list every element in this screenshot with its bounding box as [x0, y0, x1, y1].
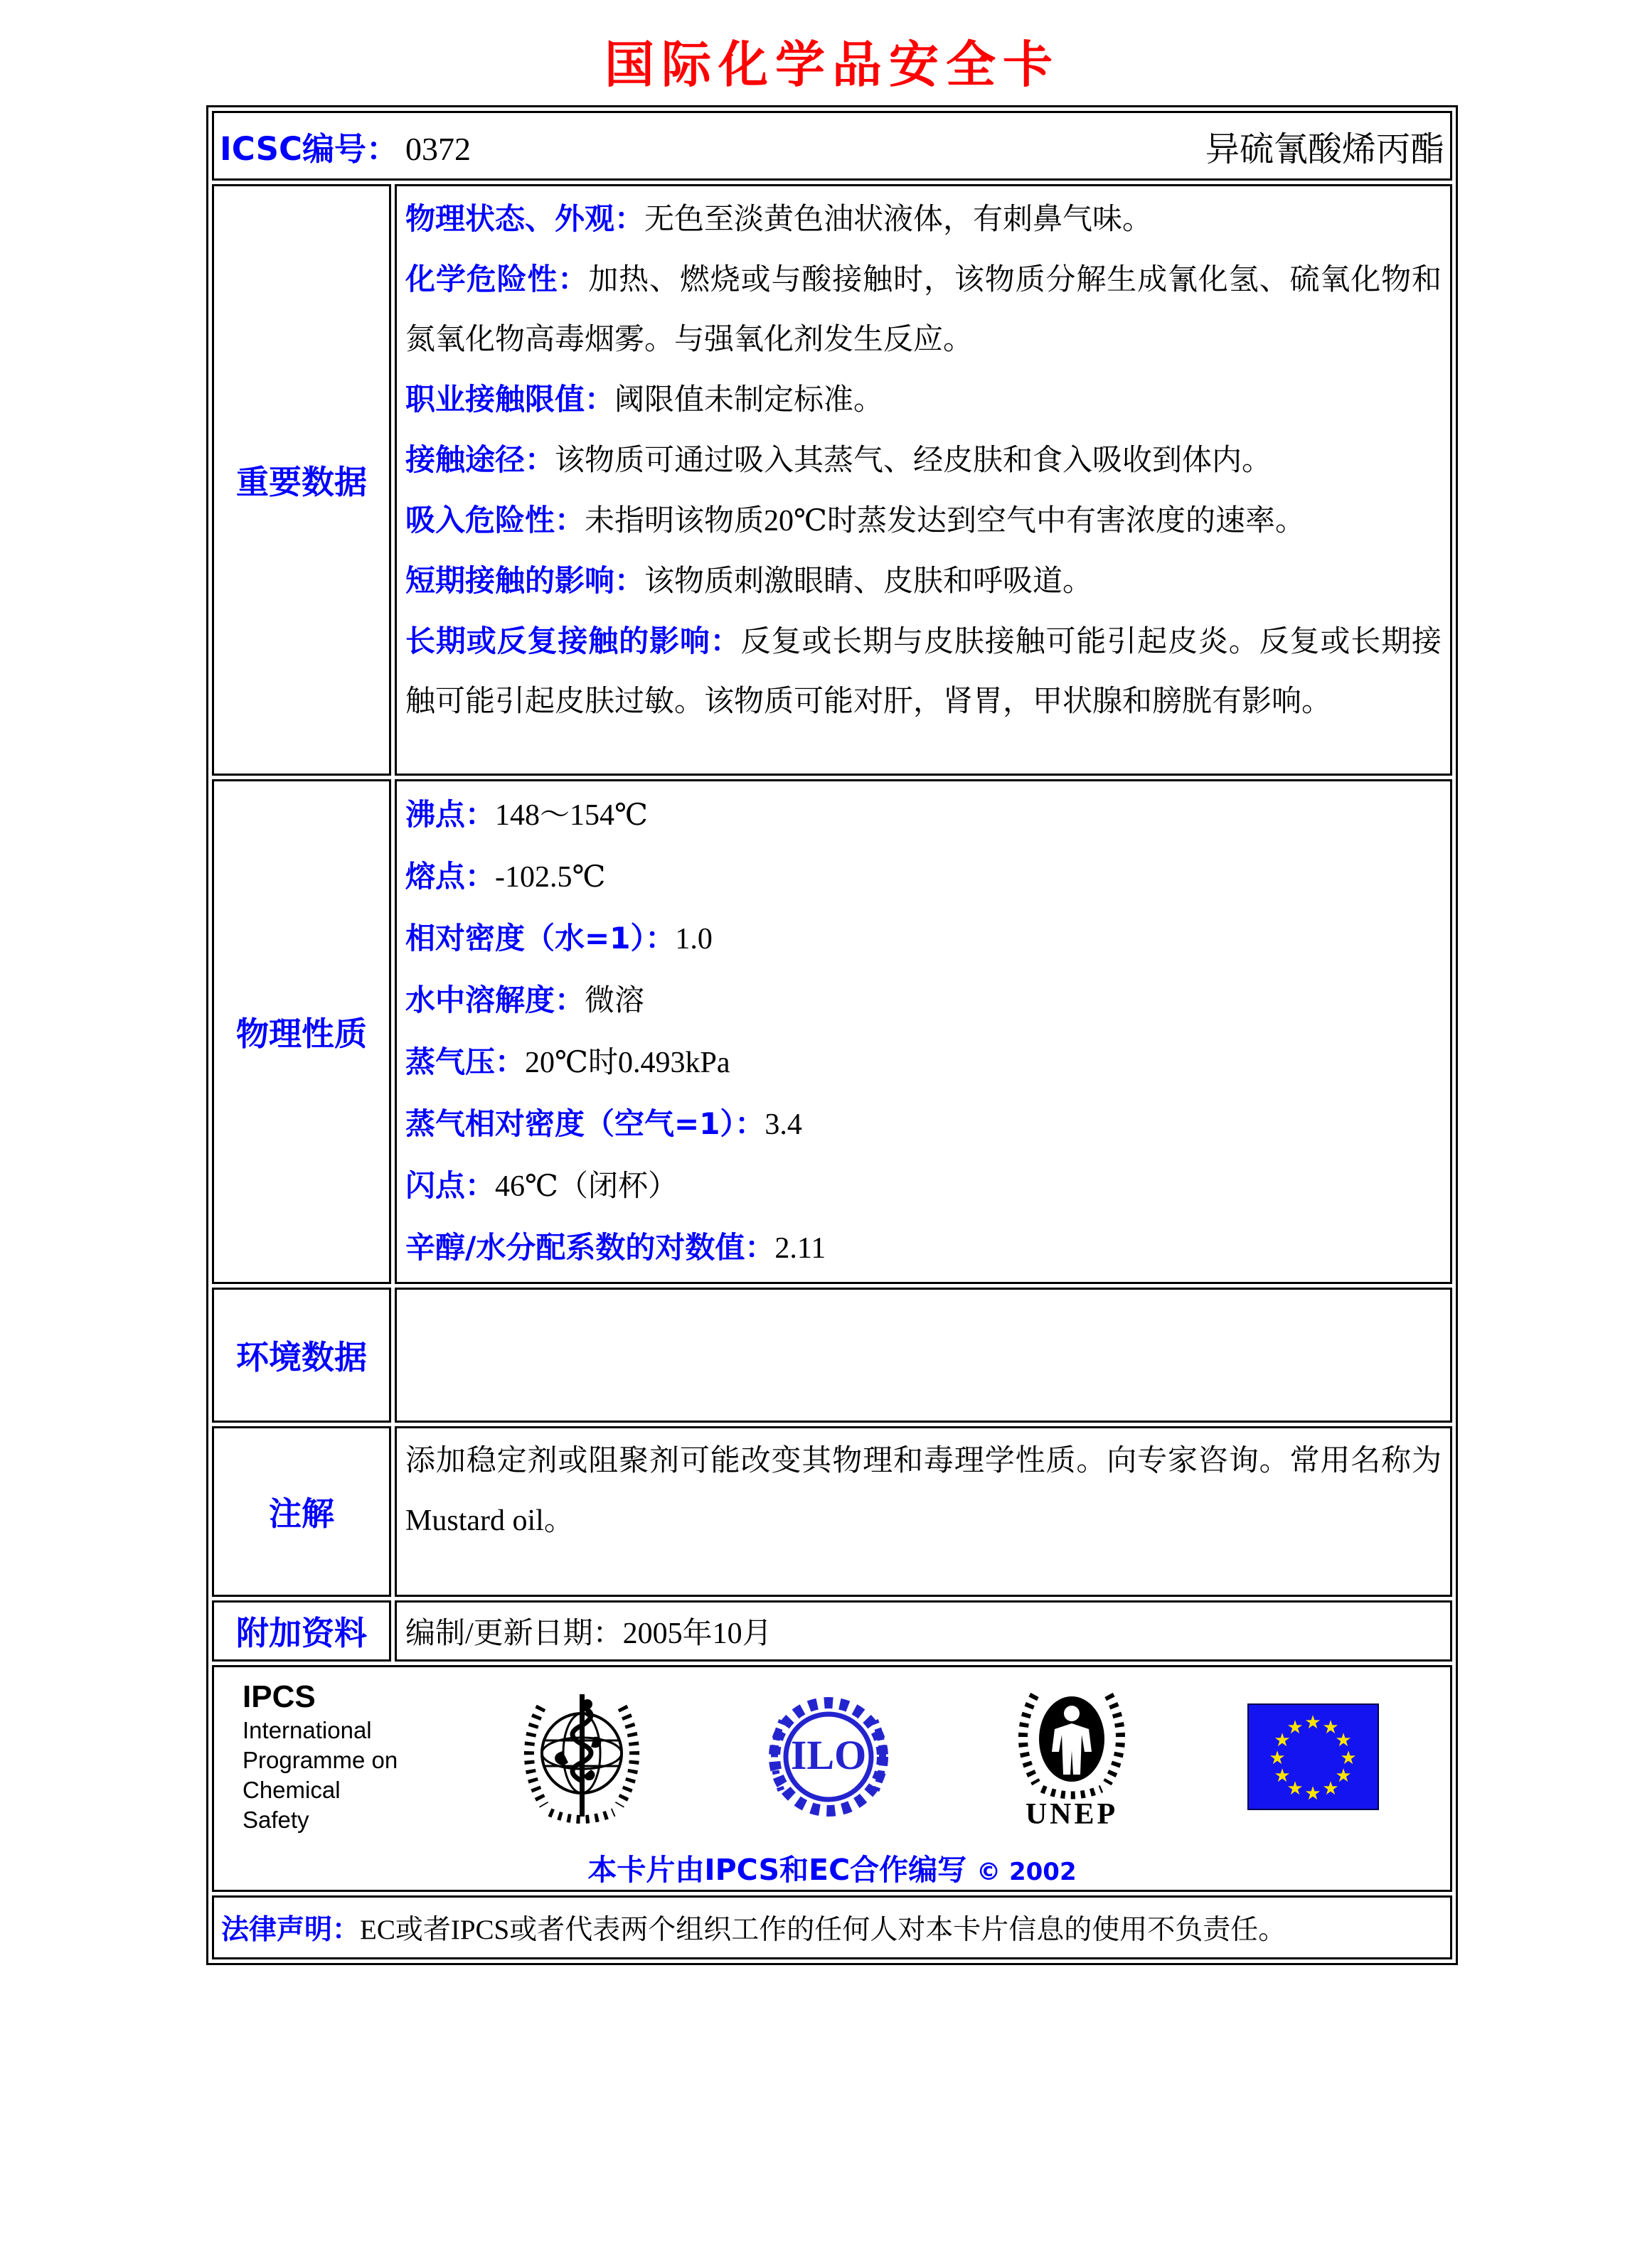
additional-info-content: [395, 1600, 1452, 1662]
table-row-header: [212, 111, 1452, 181]
legal-text: EC或者IPCS或者代表两个组织工作的任何人对本卡片信息的使用不负责任。: [360, 1915, 1287, 1945]
physical-properties-row-label: 物理性质: [212, 779, 391, 1284]
physical-property-item: [405, 846, 1442, 908]
item-label: 辛醇/水分配系数的对数值：: [405, 1230, 775, 1265]
svg-text:★: ★: [1274, 1765, 1291, 1787]
item-label: 沸点：: [405, 797, 496, 832]
physical-property-item: [405, 784, 1442, 846]
physical-property-item: [405, 908, 1442, 970]
who-logo-icon: [514, 1686, 649, 1828]
item-text: 无色至淡黄色油状液体，有刺鼻气味。: [644, 203, 1153, 236]
item-text: 2.11: [774, 1232, 826, 1265]
unep-logo-icon: [1008, 1682, 1136, 1802]
item-text: 3.4: [765, 1108, 802, 1141]
table-row-logos: [212, 1665, 1452, 1892]
item-text: 148～154℃: [495, 799, 648, 832]
item-text: 该物质可通过吸入其蒸气、经皮肤和食入吸收到体内。: [555, 444, 1272, 477]
legal-cell: [212, 1895, 1452, 1959]
svg-text:★: ★: [1322, 1778, 1339, 1799]
item-text: 1.0: [675, 923, 713, 956]
item-label: 蒸气压：: [405, 1044, 526, 1079]
svg-text:★: ★: [1287, 1778, 1304, 1799]
item-label: 闪点：: [405, 1168, 496, 1203]
svg-text:★: ★: [1269, 1748, 1286, 1769]
item-text: 20℃时0.493kPa: [525, 1047, 730, 1079]
unep-logo-text: UNEP: [1025, 1798, 1119, 1831]
physical-property-item: [405, 1155, 1442, 1217]
svg-text:★: ★: [1322, 1717, 1339, 1738]
ipcs-line-2: Programme on: [243, 1747, 398, 1773]
card-number: [220, 123, 471, 169]
item-label: 吸入危险性：: [405, 503, 585, 537]
ipcs-acronym: IPCS: [243, 1679, 316, 1714]
item-text: 反复或长期与皮肤接触可能引起皮炎。反复或长期接触可能引起皮肤过敏。该物质可能对肝，肾胃，甲状腺和膀胱有影响。: [405, 626, 1442, 718]
physical-property-item: [405, 1093, 1442, 1155]
table-row-environmental-data: [212, 1288, 1452, 1423]
table-row-additional-info: [212, 1600, 1452, 1662]
card-number-value: 0372: [405, 130, 472, 167]
chemical-name: 异硫氰酸烯丙酯: [1205, 130, 1444, 169]
item-label: 职业接触限值：: [405, 382, 615, 417]
item-text: 未指明该物质20℃时蒸发达到空气中有害浓度的速率。: [585, 505, 1306, 537]
ipcs-line-1: International: [243, 1717, 372, 1743]
important-data-item: [405, 611, 1442, 732]
svg-text:★: ★: [1287, 1717, 1304, 1738]
svg-text:★: ★: [1304, 1783, 1321, 1804]
update-date-text: 编制/更新日期：2005年10月: [405, 1617, 772, 1650]
important-data-row-label: 重要数据: [212, 184, 391, 776]
item-label: 水中溶解度：: [405, 983, 585, 1017]
svg-text:★: ★: [1340, 1748, 1357, 1769]
item-text: 该物质刺激眼睛、皮肤和呼吸道。: [644, 565, 1093, 598]
svg-text:★: ★: [1335, 1730, 1352, 1751]
physical-property-item: [405, 1032, 1442, 1093]
ipcs-text-block: [243, 1679, 403, 1835]
credit-text: 本卡片由IPCS和EC合作编写: [587, 1853, 967, 1887]
item-text: 加热、燃烧或与酸接触时，该物质分解生成氰化氢、硫氧化物和氮氧化物高毒烟雾。与强氧化剂发生反应。: [405, 264, 1442, 356]
table-row-physical-properties: [212, 779, 1452, 1284]
item-label: 蒸气相对密度（空气=1）：: [405, 1106, 765, 1141]
item-label: 长期或反复接触的影响：: [405, 624, 741, 658]
legal-label: 法律声明：: [221, 1914, 361, 1946]
important-data-item: [405, 370, 1442, 430]
item-label: 物理状态、外观：: [405, 201, 645, 236]
credit-line: [221, 1846, 1443, 1888]
card-number-label: ICSC编号：: [220, 129, 399, 168]
important-data-item: [405, 189, 1442, 250]
item-label: 熔点：: [405, 859, 496, 894]
item-text: 46℃（闭杯）: [495, 1170, 678, 1203]
notes-row-label: 注解: [212, 1426, 391, 1597]
ilo-logo-text: ILO: [790, 1732, 867, 1778]
important-data-content: [395, 184, 1452, 776]
physical-properties-content: [395, 779, 1452, 1284]
important-data-item: [405, 250, 1442, 370]
additional-info-row-label: 附加资料: [212, 1600, 391, 1662]
svg-text:★: ★: [1304, 1712, 1321, 1733]
item-text: 微溶: [585, 985, 645, 1017]
important-data-item: [405, 491, 1442, 551]
important-data-item: [405, 551, 1442, 611]
icsc-table: [206, 105, 1458, 1965]
item-text: -102.5℃: [495, 861, 606, 894]
item-label: 相对密度（水=1）：: [405, 921, 676, 956]
item-label: 短期接触的影响：: [405, 563, 645, 598]
item-label: 化学危险性：: [405, 262, 589, 296]
page-title: 国际化学品安全卡: [604, 36, 1060, 94]
ipcs-line-3: Chemical Safety: [243, 1777, 341, 1833]
item-label: 接触途径：: [405, 442, 555, 477]
environmental-data-content: [395, 1288, 1452, 1423]
item-text: 阈限值未制定标准。: [614, 384, 884, 417]
important-data-item: [405, 430, 1442, 491]
environmental-data-row-label: 环境数据: [212, 1288, 391, 1423]
notes-content: [395, 1426, 1452, 1597]
copyright-text: © 2002: [976, 1858, 1077, 1886]
table-row-notes: [212, 1426, 1452, 1597]
physical-property-item: [405, 1217, 1442, 1279]
table-row-legal: [212, 1895, 1452, 1959]
table-row-important-data: [212, 184, 1452, 776]
ilo-logo-icon: [761, 1689, 896, 1824]
notes-text: 添加稳定剂或阻聚剂可能改变其物理和毒理学性质。向专家咨询。常用名称为Mustard oil。: [405, 1445, 1442, 1537]
svg-text:★: ★: [1274, 1730, 1291, 1751]
logos-cell: [212, 1665, 1452, 1892]
svg-text:★: ★: [1335, 1765, 1352, 1787]
physical-property-item: [405, 970, 1442, 1032]
eu-flag-icon: [1247, 1703, 1379, 1810]
unep-logo-block: [1008, 1682, 1136, 1831]
header-cell: [212, 111, 1452, 181]
